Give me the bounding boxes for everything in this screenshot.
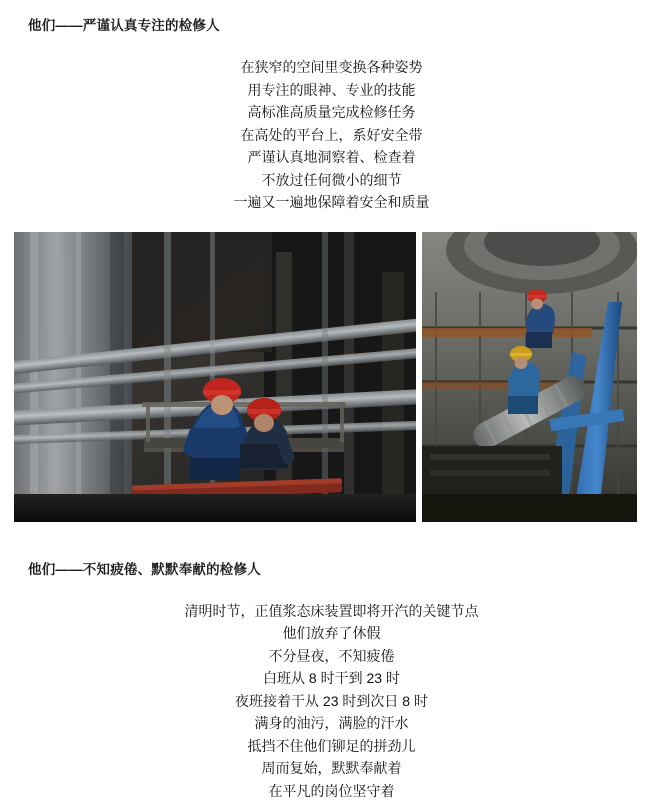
heading-poem-gap-2	[0, 578, 663, 600]
top-spacer	[0, 0, 663, 14]
poem-block-1	[0, 56, 663, 214]
poem-line: 严谨认真地洞察着、检查着	[247, 149, 416, 165]
section-heading-1: 他们——严谨认真专注的检修人	[28, 18, 220, 33]
poem-line: 抵挡不住他们铆足的拼劲儿	[247, 737, 416, 754]
heading-poem-gap-1	[0, 34, 663, 56]
poem-line: 不放过任何微小的细节	[261, 171, 402, 188]
section-heading-2: 他们——不知疲倦、默默奉献的检修人	[28, 561, 261, 577]
poem-line: 在高处的平台上，系好安全带	[240, 126, 423, 143]
poem-line: 高标准高质量完成检修任务	[247, 104, 416, 120]
poem-line: 夜班接着干从 23 时到次日 8 时	[235, 692, 428, 709]
poem-line: 在狭窄的空间里变换各种姿势	[240, 59, 423, 75]
photo-scaffold-worker	[422, 232, 637, 522]
poem-line: 他们放弃了休假	[282, 625, 381, 641]
photo-industrial-pipes-workers	[14, 232, 416, 522]
poem-line: 一遍又一遍地保障着安全和质量	[233, 194, 430, 210]
photo-row	[0, 232, 663, 522]
poem-line: 白班从 8 时干到 23 时	[263, 670, 400, 686]
poem-line: 清明时节，正值浆态床装置即将开汽的关键节点	[184, 602, 479, 619]
poem-photo-gap	[0, 214, 663, 232]
poem-line: 周而复始，默默奉献着	[261, 760, 402, 776]
poem-line: 在平凡的岗位坚守着	[268, 782, 395, 799]
poem-line: 不分昼夜，不知疲倦	[268, 647, 395, 664]
poem-line: 满身的油污，满脸的汗水	[254, 715, 409, 731]
photo-heading-gap	[0, 522, 663, 558]
poem-block-2	[0, 600, 663, 803]
poem-line: 用专注的眼神、专业的技能	[247, 81, 416, 98]
